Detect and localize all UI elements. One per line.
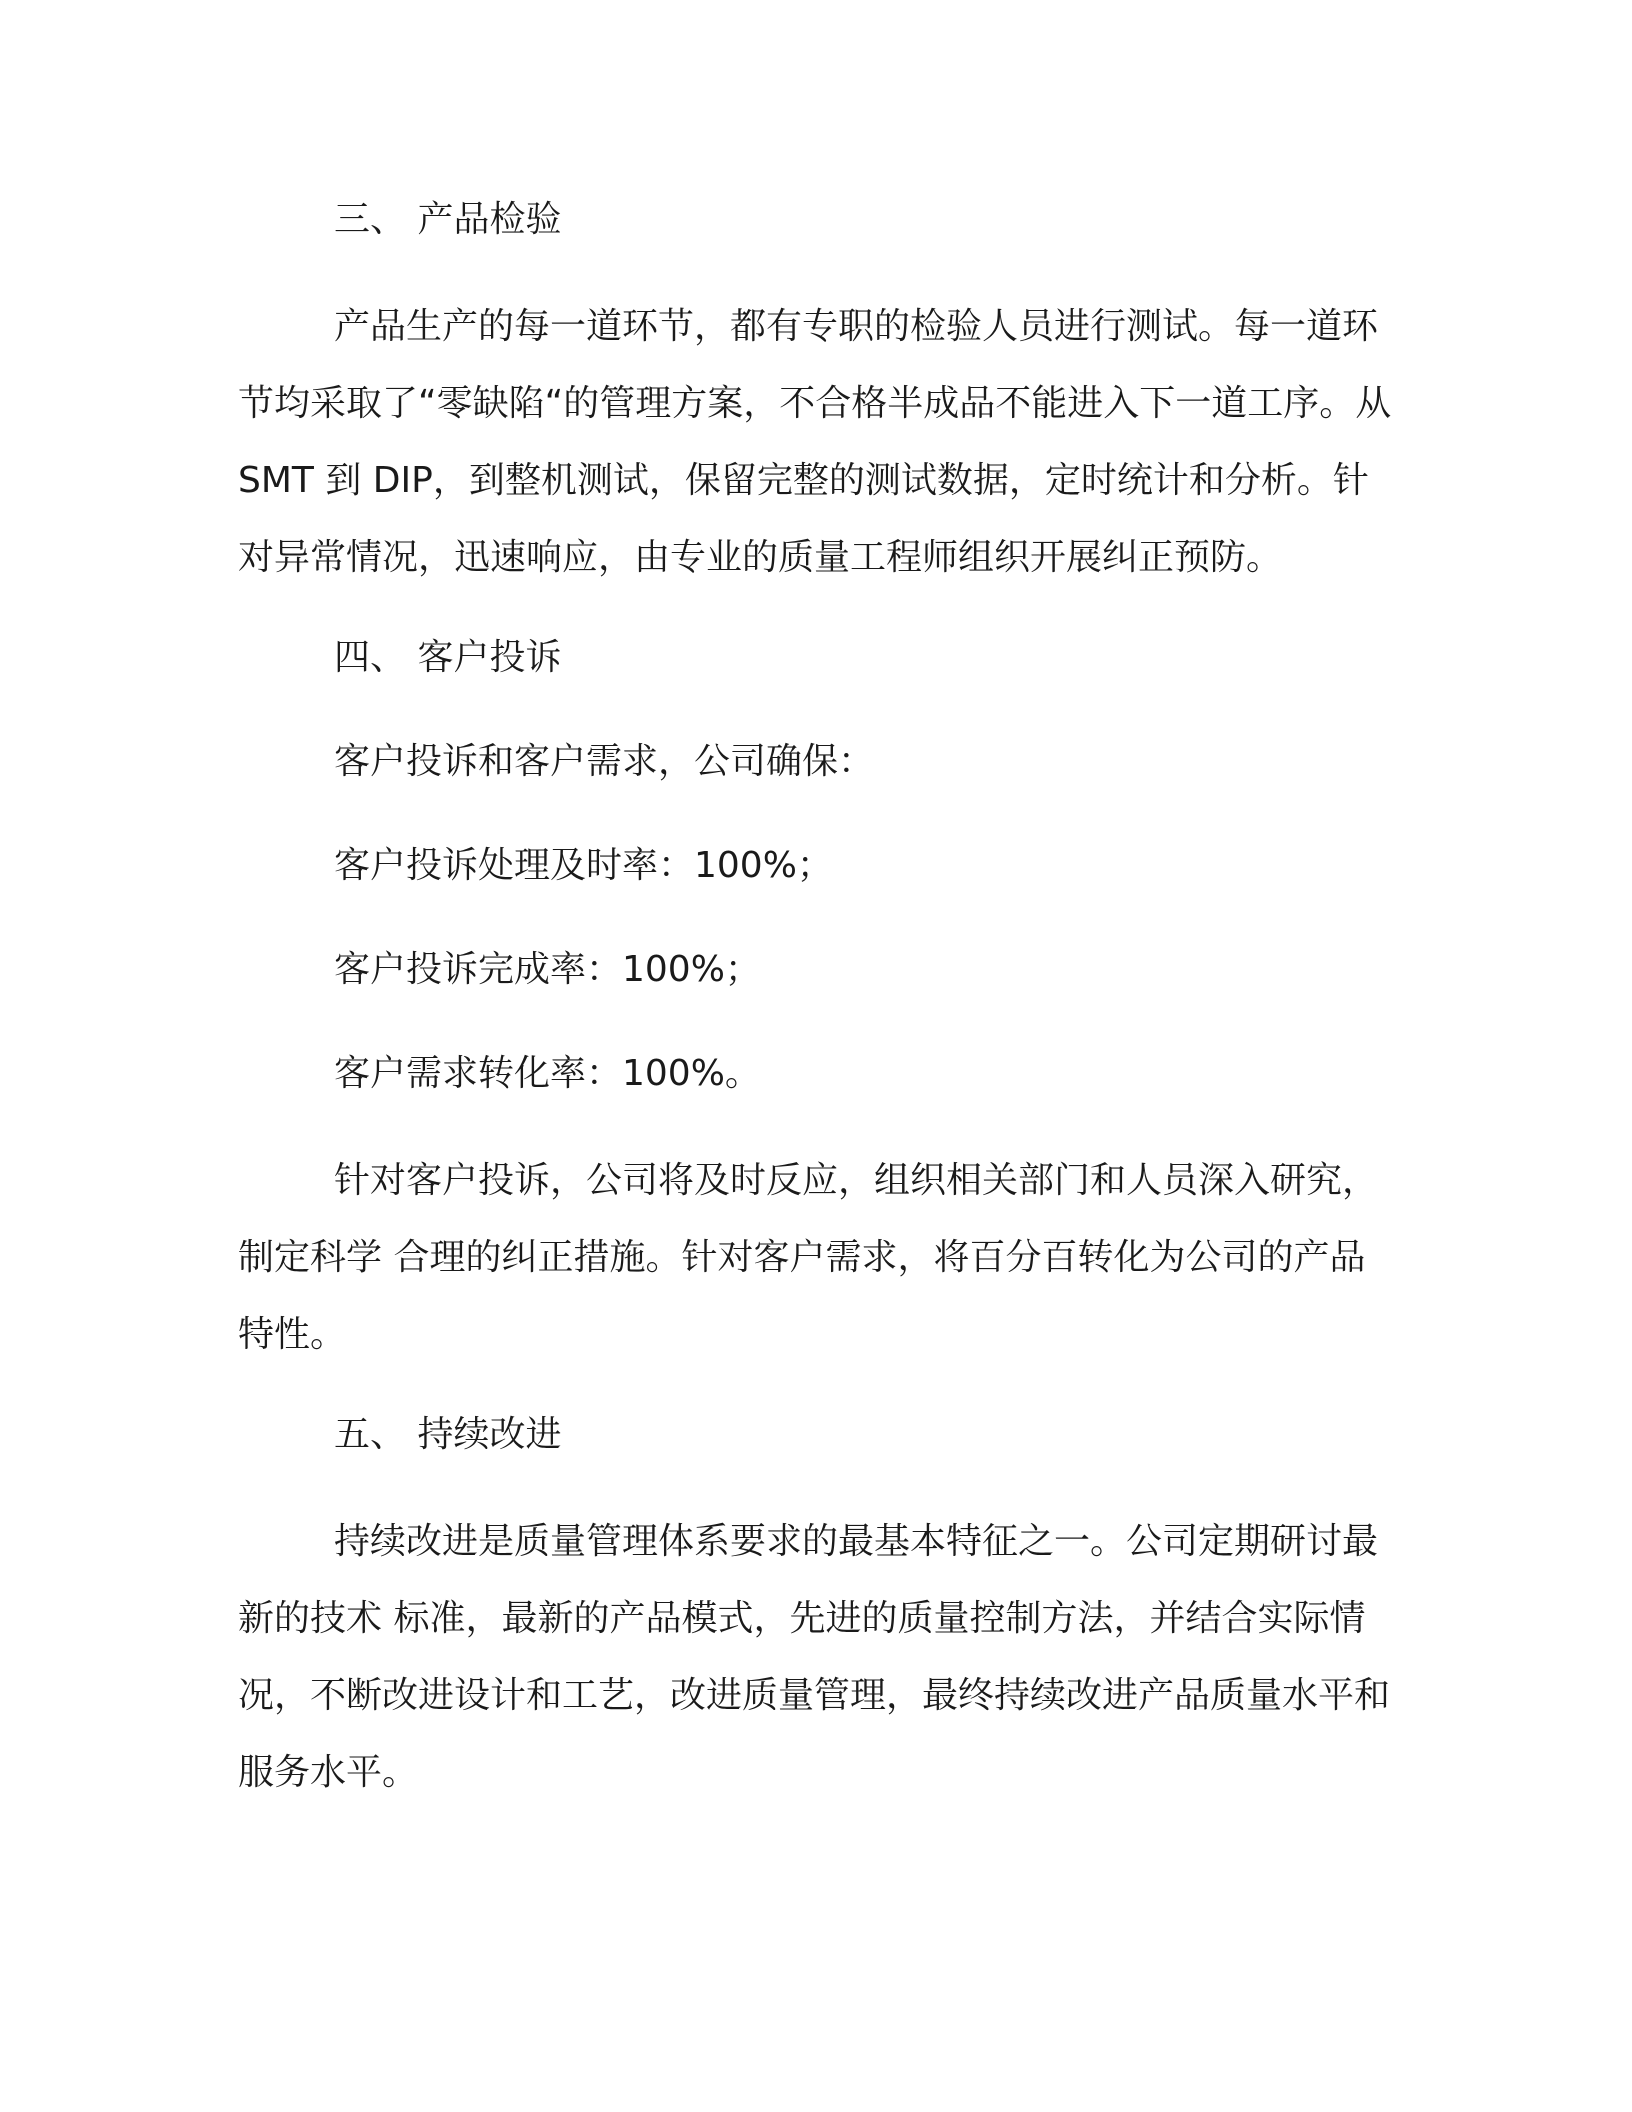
complaint-timeliness-rate: 客户投诉处理及时率：100%； xyxy=(334,845,833,886)
document-body xyxy=(238,184,1398,1837)
paragraph-continuous-improvement: 持续改进是质量管理体系要求的最基本特征之一。公司定期研讨最新的技术 标准，最新的产品模式，先进的质量控制方法，并结合实际情况，不断改进设计和工艺，改进质量管理，最终持续改进产品质量水平和服务水平。 xyxy=(238,1521,1391,1793)
paragraph-product-inspection: 产品生产的每一道环节，都有专职的检验人员进行测试。每一道环节均采取了“零缺陷“的管理方案，不合格半成品不能进入下一道工序。从 SMT 到 DIP，到整机测试，保留完整的测试数据，定时统计和分析。针对异常情况，迅速响应，由专业的质量工程师组织开展纠正预防。 xyxy=(238,306,1392,578)
paragraph-customer-complaints: 针对客户投诉，公司将及时反应，组织相关部门和人员深入研究，制定科学 合理的纠正措施。针对客户需求，将百分百转化为公司的产品特性。 xyxy=(238,1160,1379,1355)
section-heading-continuous-improvement: 五、 持续改进 xyxy=(334,1414,562,1455)
demand-conversion-rate: 客户需求转化率：100%。 xyxy=(334,1053,761,1094)
customer-commitment-intro: 客户投诉和客户需求，公司确保： xyxy=(334,741,875,782)
complaint-completion-rate: 客户投诉完成率：100%； xyxy=(334,949,761,990)
section-heading-customer-complaints: 四、 客户投诉 xyxy=(334,637,562,678)
section-heading-product-inspection: 三、 产品检验 xyxy=(334,199,562,240)
